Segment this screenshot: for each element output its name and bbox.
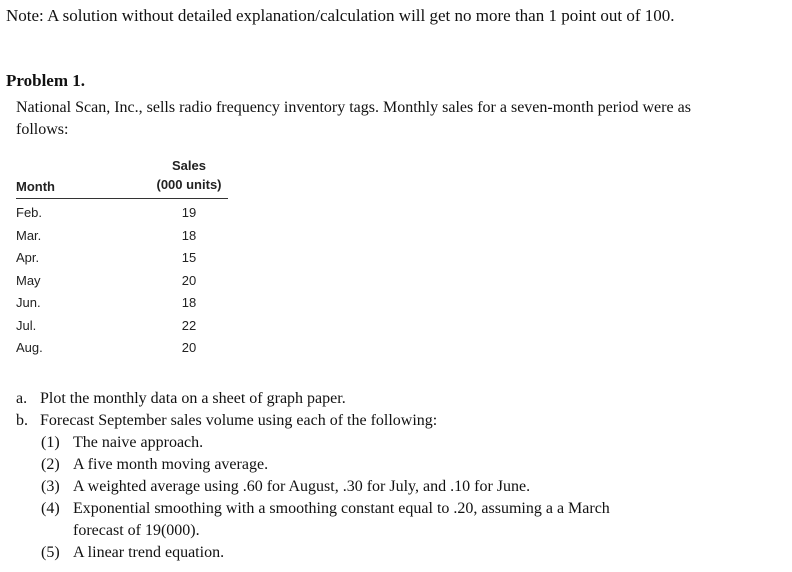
sub-question [16, 432, 776, 454]
sub-question-text: A five month moving average. [73, 456, 269, 473]
header-sales [150, 156, 228, 194]
table-header [16, 156, 228, 199]
sub-question-number: (2) [41, 456, 60, 473]
table-row [16, 337, 228, 360]
sub-question [16, 498, 776, 520]
sub-question-number: (4) [41, 500, 60, 517]
cell-sales: 20 [181, 340, 197, 355]
cell-month: May [16, 272, 41, 288]
question-a [16, 388, 776, 410]
cell-month: Feb. [16, 205, 43, 220]
sub-question-continuation: forecast of 19(000). [73, 522, 200, 539]
cell-month: Mar. [16, 227, 42, 243]
header-sales-line2: (000 units) [156, 177, 222, 192]
questions [16, 388, 776, 564]
sub-question-text: Exponential smoothing with a smoothing constant equal to .20, assuming a a March [73, 500, 610, 517]
table-row [16, 270, 228, 293]
question-b-text: Forecast September sales volume using each of the following: [40, 412, 438, 429]
cell-month: Jul. [16, 317, 37, 333]
question-a-text: Plot the monthly data on a sheet of graph paper. [40, 390, 346, 407]
problem-intro: National Scan, Inc., sells radio frequency inventory tags. Monthly sales for a seven-month period were as follows: [16, 99, 691, 138]
sub-question-text: A weighted average using .60 for August, .30 for July, and .10 for June. [73, 478, 531, 495]
cell-sales: 18 [181, 227, 197, 243]
note-text: Note: A solution without detailed explanation/calculation will get no more than 1 point out of 100. [6, 6, 675, 25]
cell-sales: 19 [181, 205, 197, 220]
header-sales-line1: Sales [172, 158, 206, 173]
question-b-label: b. [16, 412, 28, 429]
cell-sales: 20 [181, 272, 197, 288]
sales-table [16, 156, 228, 360]
table-row [16, 202, 228, 225]
sub-question [16, 542, 776, 564]
sub-question-number: (3) [41, 478, 60, 495]
sub-question-text: The naive approach. [73, 434, 204, 451]
sub-question-number: (1) [41, 434, 60, 451]
table-body [16, 199, 228, 360]
problem-title: Problem 1. [6, 71, 86, 90]
table-row [16, 315, 228, 338]
sub-question-number: (5) [41, 544, 60, 561]
cell-month: Jun. [16, 295, 41, 310]
cell-sales: 15 [181, 250, 197, 265]
cell-sales: 18 [181, 295, 197, 310]
table-row [16, 292, 228, 315]
question-a-label: a. [16, 390, 28, 407]
sub-question [16, 476, 776, 498]
table-row [16, 225, 228, 248]
question-b [16, 410, 776, 432]
cell-month: Apr. [16, 250, 40, 265]
header-month: Month [16, 179, 55, 194]
cell-month: Aug. [16, 340, 43, 355]
cell-sales: 22 [181, 317, 197, 333]
table-row [16, 247, 228, 270]
sub-question-text: A linear trend equation. [73, 544, 225, 561]
sub-question [16, 454, 776, 476]
